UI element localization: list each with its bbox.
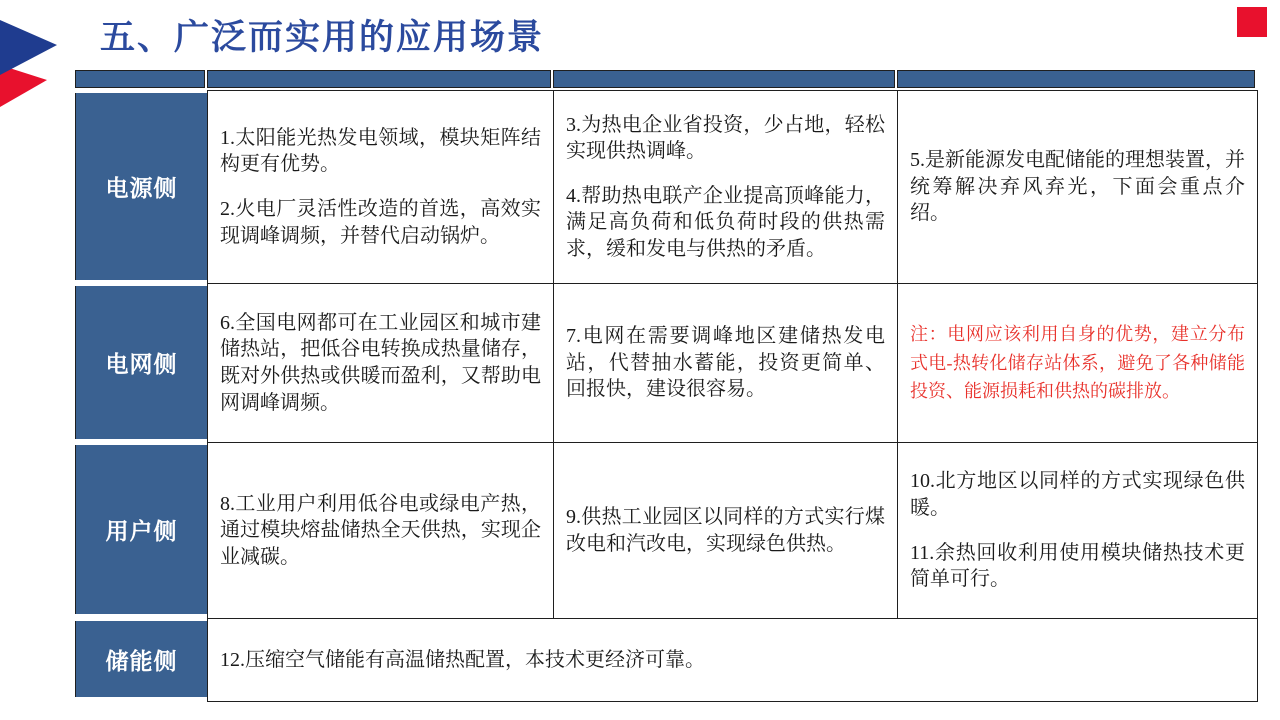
cell-paragraph: 8.工业用户利用低谷电或绿电产热，通过模块熔盐储热全天供热，实现企业减碳。 <box>220 492 541 568</box>
cell-paragraph: 9.供热工业园区以同样的方式实行煤改电和汽改电，实现绿色供热。 <box>566 505 885 555</box>
table-cell-grid-2 <box>554 284 898 443</box>
table-cell-user-3 <box>898 443 1258 619</box>
table-cell-user-2 <box>554 443 898 619</box>
table-header-cell-3 <box>897 70 1255 88</box>
cell-paragraph: 7.电网在需要调峰地区建储热发电站，代替抽水蓄能，投资更简单、回报快，建设很容易。 <box>566 325 885 401</box>
cell-paragraph: 12.压缩空气储能有高温储热配置，本技术更经济可靠。 <box>220 648 705 671</box>
row-label-user-side: 用户侧 <box>75 445 207 614</box>
cell-paragraph: 10.北方地区以同样的方式实现绿色供暖。 <box>910 470 1245 519</box>
row-label-storage-side: 储能侧 <box>75 621 207 697</box>
row-label-grid-side: 电网侧 <box>75 286 207 439</box>
table-cell-power-1 <box>208 91 554 284</box>
row-label-power-side: 电源侧 <box>75 93 207 280</box>
cell-paragraph: 4.帮助热电联产企业提高顶峰能力，满足高负荷和低负荷时段的供热需求，缓和发电与供热的矛盾。 <box>566 184 885 260</box>
table-cell-power-2 <box>554 91 898 284</box>
table-cell-grid-1 <box>208 284 554 443</box>
cell-paragraph: 2.火电厂灵活性改造的首选，高效实现调峰调频，并替代启动锅炉。 <box>220 198 541 247</box>
table-cell-power-3 <box>898 91 1258 284</box>
scenarios-table <box>207 90 1258 702</box>
page-title: 五、广泛而实用的应用场景 <box>100 18 545 57</box>
red-corner-marker-icon <box>1237 7 1267 37</box>
table-header-cell-2 <box>553 70 895 88</box>
table-cell-storage-1 <box>208 619 1258 702</box>
cell-paragraph: 11.余热回收利用使用模块储热技术更简单可行。 <box>910 541 1245 591</box>
cell-paragraph: 6.全国电网都可在工业园区和城市建储热站，把低谷电转换成热量储存，既对外供热或供暖而盈利，又帮助电网调峰调频。 <box>220 311 541 414</box>
cell-paragraph: 3.为热电企业省投资，少占地，轻松实现供热调峰。 <box>566 113 885 163</box>
table-cell-user-1 <box>208 443 554 619</box>
corner-chevron-icon <box>0 0 60 110</box>
table-cell-grid-note <box>898 284 1258 443</box>
table-header-cell-label <box>75 70 205 88</box>
table-header-cell-1 <box>207 70 551 88</box>
cell-paragraph: 5.是新能源发电配储能的理想装置，并统筹解决弃风弃光，下面会重点介绍。 <box>910 149 1245 225</box>
cell-paragraph: 1.太阳能光热发电领域，模块矩阵结构更有优势。 <box>220 126 541 176</box>
note-paragraph: 注：电网应该利用自身的优势，建立分布式电-热转化储存站体系，避免了各种储能投资、能源损耗和供热的碳排放。 <box>910 323 1245 402</box>
